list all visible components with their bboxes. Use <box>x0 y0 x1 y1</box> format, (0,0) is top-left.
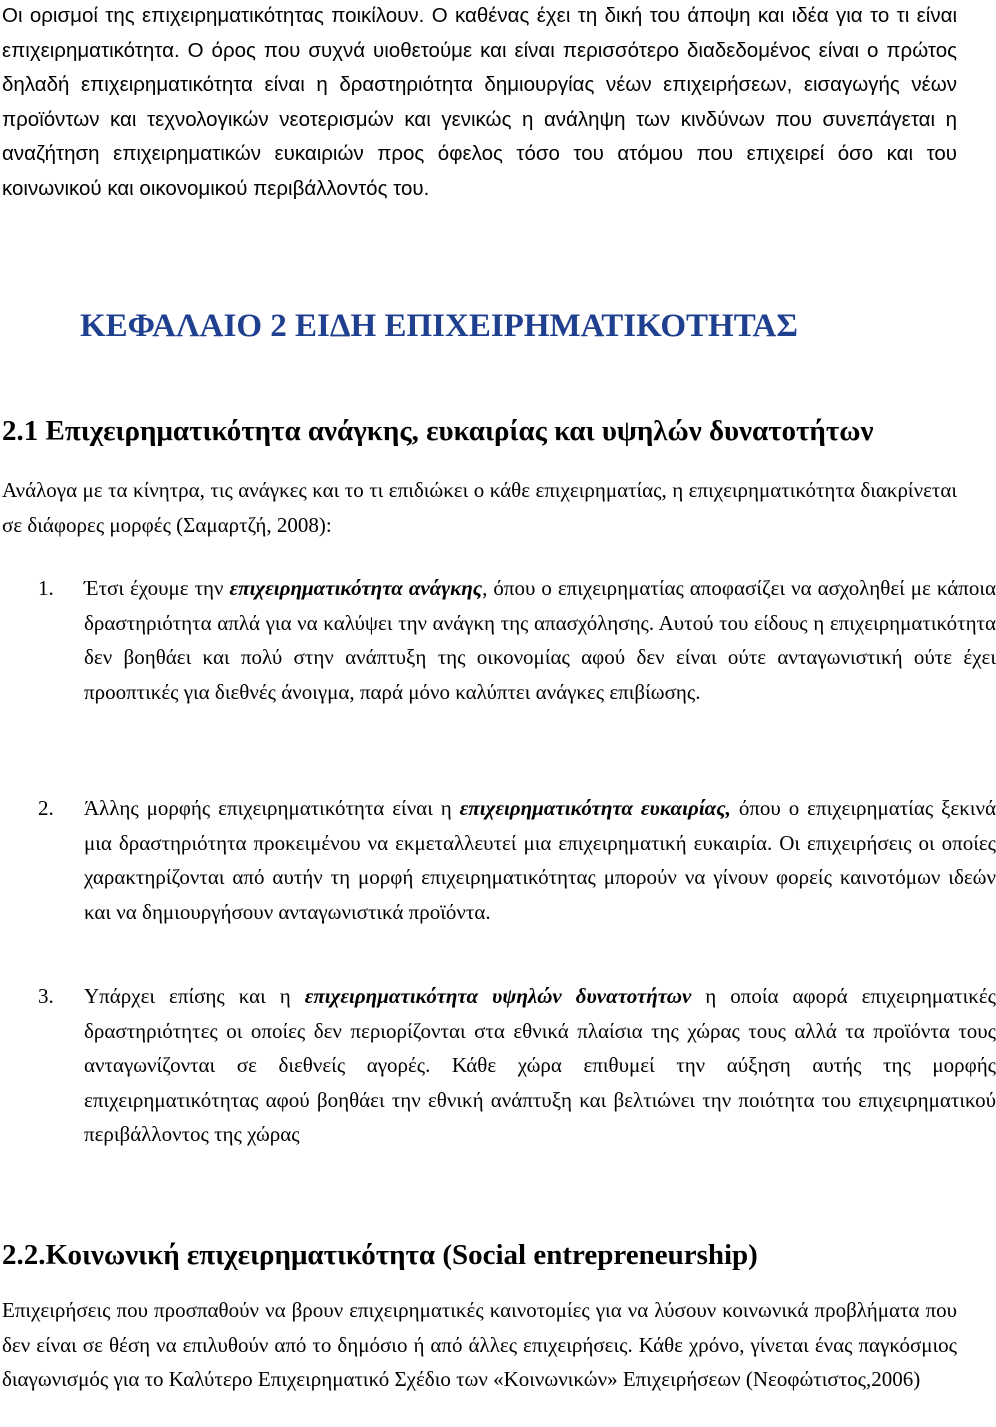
list-item-text <box>84 979 996 1152</box>
list-item-number: 3. <box>38 984 54 1008</box>
list-item-text-before: Υπάρχει επίσης και η <box>84 984 305 1008</box>
section-2-2-body: Επιχειρήσεις που προσπαθούν να βρουν επιχειρηματικές καινοτομίες για να λύσουν κοινωνικά προβλήματα που δεν είναι σε θέση να επιλυθούν από το δημόσιο ή από άλλες επιχειρήσεις. Κάθε χρόνο, γίνεται ένας παγκόσμιος διαγωνισμός για το Καλύτερο Επιχειρηματικό Σχέδιο των «Κοινωνικών» Επιχειρήσεων (Νεοφώτιστος,2006) <box>2 1298 957 1391</box>
list-item-text <box>84 791 996 929</box>
section-2-1-title: 2.1 Επιχειρηματικότητα ανάγκης, ευκαιρίας και υψηλών δυνατοτήτων <box>2 415 874 447</box>
list-item-text-after: όπου ο επιχειρηματίας ξεκινά μια δραστηριότητα προκειμένου να εκμεταλλευτεί μια επιχειρηματική ευκαιρία. Οι επιχειρήσεις οι οποίες χαρακτηρίζονται από αυτήν τη μορφή επιχειρηματικότητας μπορούν να γίνουν φορείς καινοτόμων ιδεών και να δημιουργήσουν ανταγωνιστικά προϊόντα. <box>84 796 996 924</box>
list-item-term: επιχειρηματικότητα ανάγκης <box>229 576 483 600</box>
list-item-term: επιχειρηματικότητα υψηλών δυνατοτήτων <box>304 984 692 1008</box>
list-item-number: 2. <box>38 796 54 820</box>
list-item-text-after: , όπου ο επιχειρηματίας αποφασίζει να ασχοληθεί με κάποια δραστηριότητα απλά για να καλύψει την ανάγκη της απασχόλησης. Αυτού του είδους η επιχειρηματικότητα δεν βοηθάει και πολύ στην ανάπτυξη της οικονομίας αφού δεν είναι ούτε ανταγωνιστική ούτε έχει προοπτικές για διεθνές άνοιγμα, παρά μόνο καλύπτει ανάγκες επιβίωσης. <box>84 576 996 704</box>
list-item-term: επιχειρηματικότητα ευκαιρίας, <box>459 796 731 820</box>
list-item-text-before: Έτσι έχουμε την <box>84 576 230 600</box>
list-item-text-before: Άλλης μορφής επιχειρηματικότητα είναι η <box>84 796 460 820</box>
list-item-text-after: η οποία αφορά επιχειρηματικές δραστηριότητες οι οποίες δεν περιορίζονται στα εθνικά πλαίσια της χώρας τους αλλά τα προϊόντα τους ανταγωνίζονται σε διεθνείς αγορές. Κάθε χώρα επιθυμεί την αύξηση αυτής της μορφής επιχειρηματικότητας αφού βοηθάει την εθνική ανάπτυξη και βελτιώνει την ποιότητα του επιχειρηματικού περιβάλλοντος της χώρας <box>84 984 996 1146</box>
list-item-number: 1. <box>38 576 54 600</box>
section-2-1-lead: Ανάλογα με τα κίνητρα, τις ανάγκες και το τι επιδιώκει ο κάθε επιχειρηματίας, η επιχειρηματικότητα διακρίνεται σε διάφορες μορφές (Σαμαρτζή, 2008): <box>2 478 957 537</box>
section-2-2-title: 2.2.Κοινωνική επιχειρηματικότητα (Social entrepreneurship) <box>2 1239 758 1271</box>
chapter-title: ΚΕΦΑΛΑΙΟ 2 ΕΙΔΗ ΕΠΙΧΕΙΡΗΜΑΤΙΚΟΤΗΤΑΣ <box>80 308 798 344</box>
intro-paragraph: Οι ορισμοί της επιχειρηματικότητας ποικίλουν. Ο καθένας έχει τη δική του άποψη και ιδέα για το τι είναι επιχειρηματικότητα. Ο όρος που συχνά υιοθετούμε και είναι περισσότερο διαδεδομένος είναι ο πρώτος δηλαδή επιχειρηματικότητα είναι η δραστηριότητα δημιουργίας νέων επιχειρήσεων, εισαγωγής νέων προϊόντων και τεχνολογικών νεοτερισμών και γενικώς η ανάληψη των κινδύνων που συνεπάγεται η αναζήτηση επιχειρηματικών ευκαιριών προς όφελος τόσο του ατόμου που επιχειρεί όσο και του κοινωνικού και οικονομικού περιβάλλοντός του. <box>2 4 957 200</box>
list-item-text <box>84 571 996 709</box>
